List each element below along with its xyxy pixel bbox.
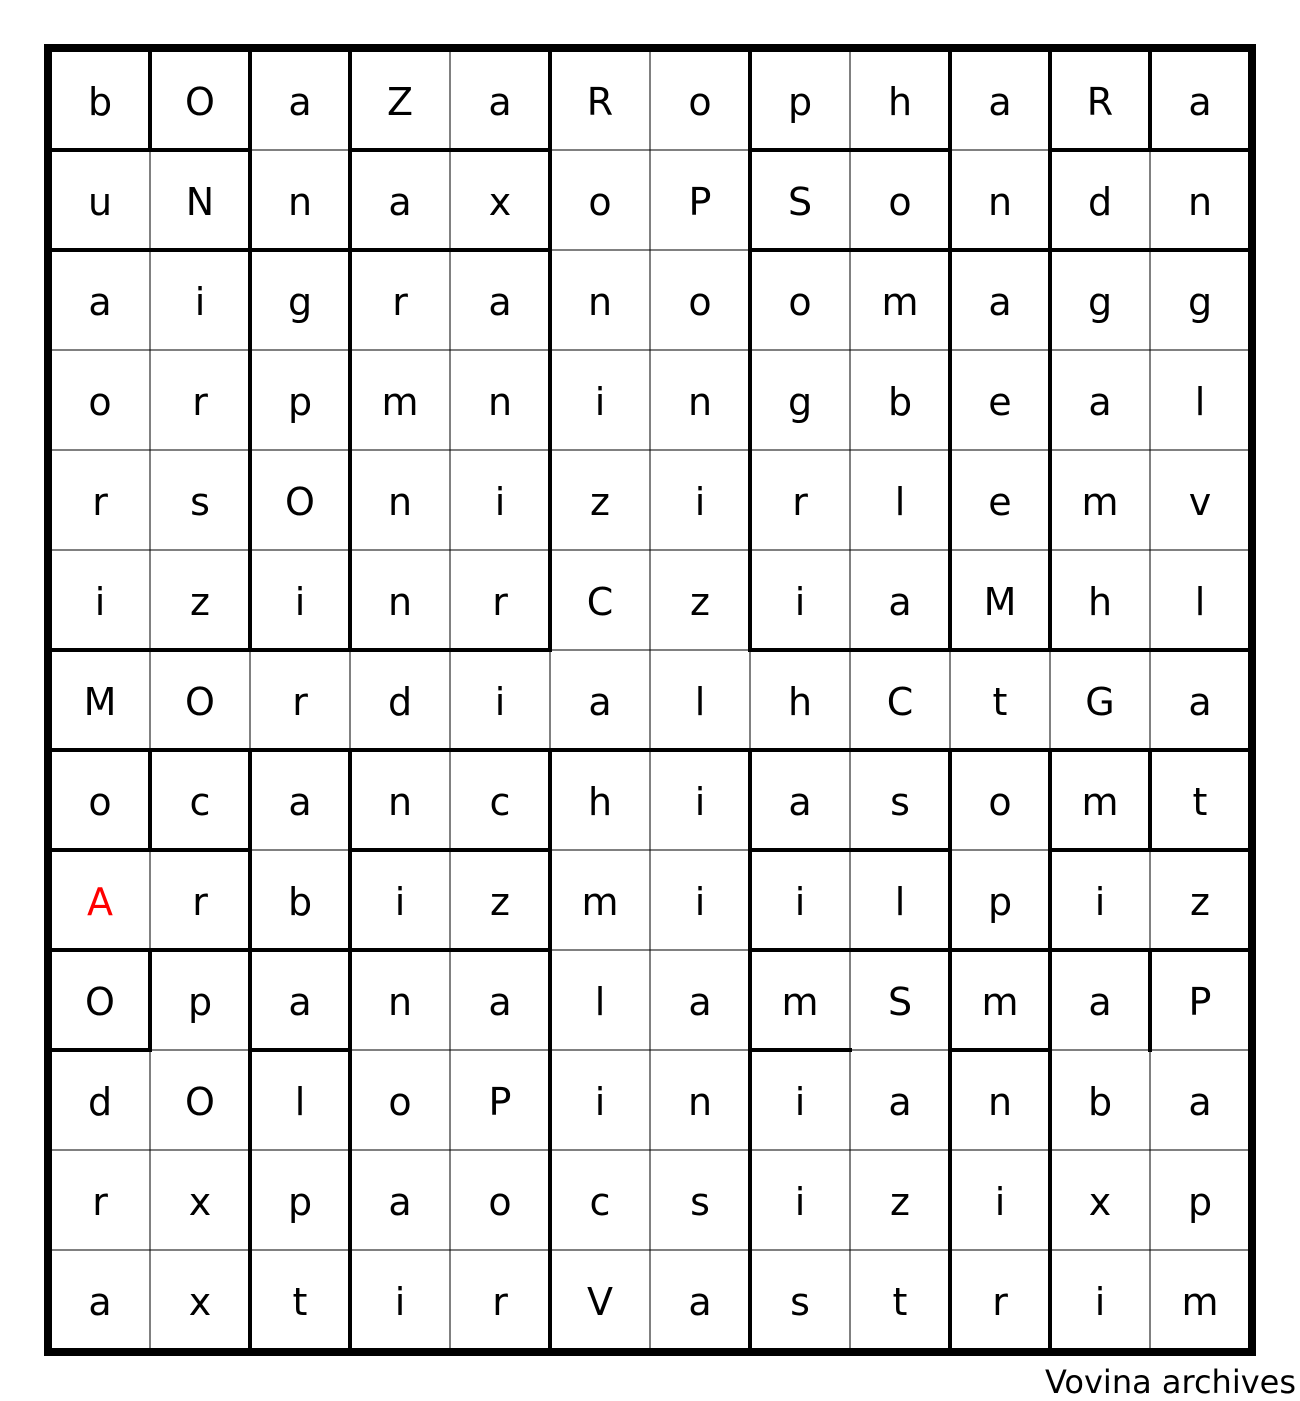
grid-cell-letter[interactable]: n	[987, 1080, 1013, 1124]
grid-cell-letter[interactable]: c	[189, 780, 211, 824]
grid-cell-letter[interactable]: m	[381, 380, 419, 424]
grid-cell-letter[interactable]: b	[87, 80, 113, 124]
grid-cell-letter[interactable]: O	[285, 480, 315, 524]
grid-cell-letter[interactable]: d	[87, 1080, 113, 1124]
grid-cell-letter[interactable]: r	[492, 1280, 508, 1324]
grid-cell-letter[interactable]: P	[1188, 980, 1212, 1024]
grid-cell-letter[interactable]: o	[988, 780, 1012, 824]
grid-cell-letter[interactable]: p	[787, 80, 813, 124]
grid-cell-letter[interactable]: p	[987, 880, 1013, 924]
grid-cell-letter[interactable]: a	[488, 280, 512, 324]
grid-cell-letter[interactable]: h	[1087, 580, 1113, 624]
grid-cell-letter[interactable]: i	[794, 1080, 806, 1124]
grid-cell-letter[interactable]: o	[688, 280, 712, 324]
grid-cell-letter[interactable]: g	[1187, 280, 1213, 324]
grid-cell-letter[interactable]: i	[494, 480, 506, 524]
grid-cell-letter[interactable]: d	[1087, 180, 1113, 224]
grid-cell-letter[interactable]: a	[1188, 680, 1212, 724]
grid-cell-letter[interactable]: o	[688, 80, 712, 124]
grid-cell-letter[interactable]: r	[192, 380, 208, 424]
grid-cell-letter[interactable]: a	[488, 980, 512, 1024]
grid-cell-letter[interactable]: o	[488, 1180, 512, 1224]
grid-cell-letter[interactable]: t	[892, 1280, 908, 1324]
grid-cell-letter[interactable]: x	[1088, 1180, 1112, 1224]
grid-cell-letter[interactable]: M	[983, 580, 1017, 624]
grid-cell-letter[interactable]: s	[690, 1180, 710, 1224]
grid-cell-letter[interactable]: a	[488, 80, 512, 124]
grid-cell-letter[interactable]: o	[88, 380, 112, 424]
grid-cell-letter[interactable]: t	[1192, 780, 1208, 824]
grid-cell-letter[interactable]: m	[1181, 1280, 1219, 1324]
grid-cell-letter[interactable]: O	[85, 980, 115, 1024]
grid-cell-letter[interactable]: r	[192, 880, 208, 924]
grid-cell-letter[interactable]: a	[88, 280, 112, 324]
grid-cell-letter[interactable]: z	[190, 580, 210, 624]
grid-cell-letter[interactable]: r	[792, 480, 808, 524]
grid-cell-letter[interactable]: g	[787, 380, 813, 424]
grid-cell-letter[interactable]: p	[287, 380, 313, 424]
grid-cell-letter[interactable]: c	[489, 780, 511, 824]
grid-cell-letter[interactable]: t	[292, 1280, 308, 1324]
grid-cell-letter[interactable]: C	[586, 580, 614, 624]
grid-cell-letter[interactable]: s	[190, 480, 210, 524]
grid-cell-letter[interactable]: r	[392, 280, 408, 324]
grid-cell-letter[interactable]: o	[88, 780, 112, 824]
grid-cell-letter[interactable]: n	[1187, 180, 1213, 224]
grid-cell-letter[interactable]: a	[1088, 380, 1112, 424]
grid-cell-letter[interactable]: V	[587, 1280, 613, 1324]
footer-credit: Vovina archives	[1045, 1363, 1296, 1401]
grid-cell-letter[interactable]: z	[1190, 880, 1210, 924]
grid-cell-letter[interactable]: v	[1188, 480, 1212, 524]
grid-cell-letter[interactable]: r	[992, 1280, 1008, 1324]
grid-cell-letter[interactable]: a	[988, 280, 1012, 324]
grid-cell-letter[interactable]: h	[787, 680, 813, 724]
grid-cell-letter[interactable]: z	[490, 880, 510, 924]
grid-cell-letter[interactable]: m	[581, 880, 619, 924]
grid-cell-letter[interactable]: p	[187, 980, 213, 1024]
grid-cell-letter[interactable]: i	[694, 480, 706, 524]
grid-cell-letter[interactable]: o	[888, 180, 912, 224]
grid-cell-letter[interactable]: S	[887, 980, 913, 1024]
grid-cell-letter[interactable]: o	[588, 180, 612, 224]
grid-cell-letter[interactable]: i	[594, 1080, 606, 1124]
grid-cell-letter[interactable]: d	[387, 680, 413, 724]
grid-cell-letter[interactable]: i	[794, 580, 806, 624]
grid-cell-letter[interactable]: l	[294, 1080, 306, 1124]
grid-cell-letter[interactable]: a	[688, 1280, 712, 1324]
grid-cell-letter[interactable]: a	[588, 680, 612, 724]
grid-cell-letter[interactable]: e	[988, 480, 1012, 524]
grid-cell-letter[interactable]: n	[387, 480, 413, 524]
grid-cell-letter[interactable]: l	[894, 880, 906, 924]
grid-cell-letter[interactable]: n	[587, 280, 613, 324]
grid-cell-letter[interactable]: i	[1094, 1280, 1106, 1324]
grid-cell-letter[interactable]: x	[488, 180, 512, 224]
grid-cell-letter[interactable]: b	[887, 380, 913, 424]
grid-cell-letter[interactable]: i	[194, 280, 206, 324]
grid-cell-letter[interactable]: i	[394, 1280, 406, 1324]
grid-cell-letter[interactable]: t	[992, 680, 1008, 724]
grid-cell-letter[interactable]: z	[690, 580, 710, 624]
grid-cell-letter[interactable]: O	[185, 80, 215, 124]
grid-cell-letter[interactable]: p	[1187, 1180, 1213, 1224]
grid-cell-letter[interactable]: o	[388, 1080, 412, 1124]
grid-cell-letter[interactable]: a	[288, 80, 312, 124]
grid-cell-letter[interactable]: n	[287, 180, 313, 224]
grid-cell-letter[interactable]: e	[988, 380, 1012, 424]
grid-cell-letter[interactable]: a	[288, 980, 312, 1024]
grid-cell-letter[interactable]: N	[185, 180, 215, 224]
grid-cell-letter[interactable]: h	[887, 80, 913, 124]
grid-cell-letter[interactable]: S	[787, 180, 813, 224]
grid-cell-letter[interactable]: p	[287, 1180, 313, 1224]
grid-cell-letter[interactable]: l	[1194, 380, 1206, 424]
grid-cell-letter[interactable]: O	[185, 680, 215, 724]
grid-cell-letter[interactable]: x	[188, 1280, 212, 1324]
grid-cell-letter[interactable]: g	[287, 280, 313, 324]
grid-cell-letter[interactable]: i	[1094, 880, 1106, 924]
grid-cell-letter[interactable]: a	[988, 80, 1012, 124]
grid-cell-letter[interactable]: m	[1081, 780, 1119, 824]
grid-cell-letter[interactable]: M	[83, 680, 117, 724]
grid-cell-letter[interactable]: z	[590, 480, 610, 524]
grid-cell-letter[interactable]: a	[888, 1080, 912, 1124]
grid-cell-letter[interactable]: n	[387, 780, 413, 824]
grid-cell-letter[interactable]: i	[694, 780, 706, 824]
grid-cell-letter[interactable]: r	[92, 1180, 108, 1224]
grid-cell-letter[interactable]: g	[1087, 280, 1113, 324]
grid-cell-letter[interactable]: l	[894, 480, 906, 524]
grid-cell-letter[interactable]: r	[492, 580, 508, 624]
grid-cell-letter[interactable]: O	[185, 1080, 215, 1124]
grid-cell-letter[interactable]: a	[1088, 980, 1112, 1024]
grid-cell-letter[interactable]: o	[788, 280, 812, 324]
grid-cell-letter[interactable]: l	[1194, 580, 1206, 624]
grid-cell-letter-highlighted[interactable]: A	[87, 880, 113, 924]
grid-cell-letter[interactable]: b	[1087, 1080, 1113, 1124]
grid-cell-letter[interactable]: n	[687, 380, 713, 424]
grid-cell-letter[interactable]: a	[688, 980, 712, 1024]
grid-cell-letter[interactable]: c	[589, 1180, 611, 1224]
grid-cell-letter[interactable]: Z	[386, 80, 414, 124]
grid-cell-letter[interactable]: R	[586, 80, 614, 124]
grid-cell-letter[interactable]: n	[387, 580, 413, 624]
grid-cell-letter[interactable]: G	[1085, 680, 1115, 724]
grid-cell-letter[interactable]: n	[387, 980, 413, 1024]
grid-cell-letter[interactable]: n	[987, 180, 1013, 224]
grid-cell-letter[interactable]: z	[890, 1180, 910, 1224]
grid-cell-letter[interactable]: s	[890, 780, 910, 824]
grid-cell-letter[interactable]: i	[94, 580, 106, 624]
grid-cell-letter[interactable]: i	[594, 380, 606, 424]
grid-cell-letter[interactable]: h	[587, 780, 613, 824]
grid-cell-letter[interactable]: r	[92, 480, 108, 524]
grid-cell-letter[interactable]: l	[694, 680, 706, 724]
grid-cell-letter[interactable]: i	[794, 880, 806, 924]
grid-cell-letter[interactable]: a	[788, 780, 812, 824]
grid-cell-letter[interactable]: n	[687, 1080, 713, 1124]
grid-cell-letter[interactable]: i	[494, 680, 506, 724]
grid-cell-letter[interactable]: b	[287, 880, 313, 924]
grid-cell-letter[interactable]: P	[488, 1080, 512, 1124]
grid-cell-letter[interactable]: R	[1086, 80, 1114, 124]
grid-cell-letter[interactable]: i	[794, 1180, 806, 1224]
grid-cell-letter[interactable]: m	[1081, 480, 1119, 524]
grid-cell-letter[interactable]: s	[790, 1280, 810, 1324]
grid-cell-letter[interactable]: a	[1188, 80, 1212, 124]
grid-cell-letter[interactable]: a	[388, 1180, 412, 1224]
grid-cell-letter[interactable]: i	[394, 880, 406, 924]
grid-cell-letter[interactable]: l	[594, 980, 606, 1024]
grid-cell-letter[interactable]: a	[888, 580, 912, 624]
grid-cell-letter[interactable]: P	[688, 180, 712, 224]
grid-cell-letter[interactable]: a	[388, 180, 412, 224]
grid-cell-letter[interactable]: C	[886, 680, 914, 724]
grid-cell-letter[interactable]: r	[292, 680, 308, 724]
grid-cell-letter[interactable]: x	[188, 1180, 212, 1224]
grid-cell-letter[interactable]: u	[87, 180, 113, 224]
grid-cell-letter[interactable]: a	[88, 1280, 112, 1324]
grid-cell-letter[interactable]: n	[487, 380, 513, 424]
grid-cell-letter[interactable]: i	[994, 1180, 1006, 1224]
grid-cell-letter[interactable]: m	[881, 280, 919, 324]
grid-cell-letter[interactable]: i	[694, 880, 706, 924]
grid-cell-letter[interactable]: a	[288, 780, 312, 824]
grid-cell-letter[interactable]: m	[781, 980, 819, 1024]
grid-cell-letter[interactable]: m	[981, 980, 1019, 1024]
grid-cell-letter[interactable]: i	[294, 580, 306, 624]
grid-cell-letter[interactable]: a	[1188, 1080, 1212, 1124]
